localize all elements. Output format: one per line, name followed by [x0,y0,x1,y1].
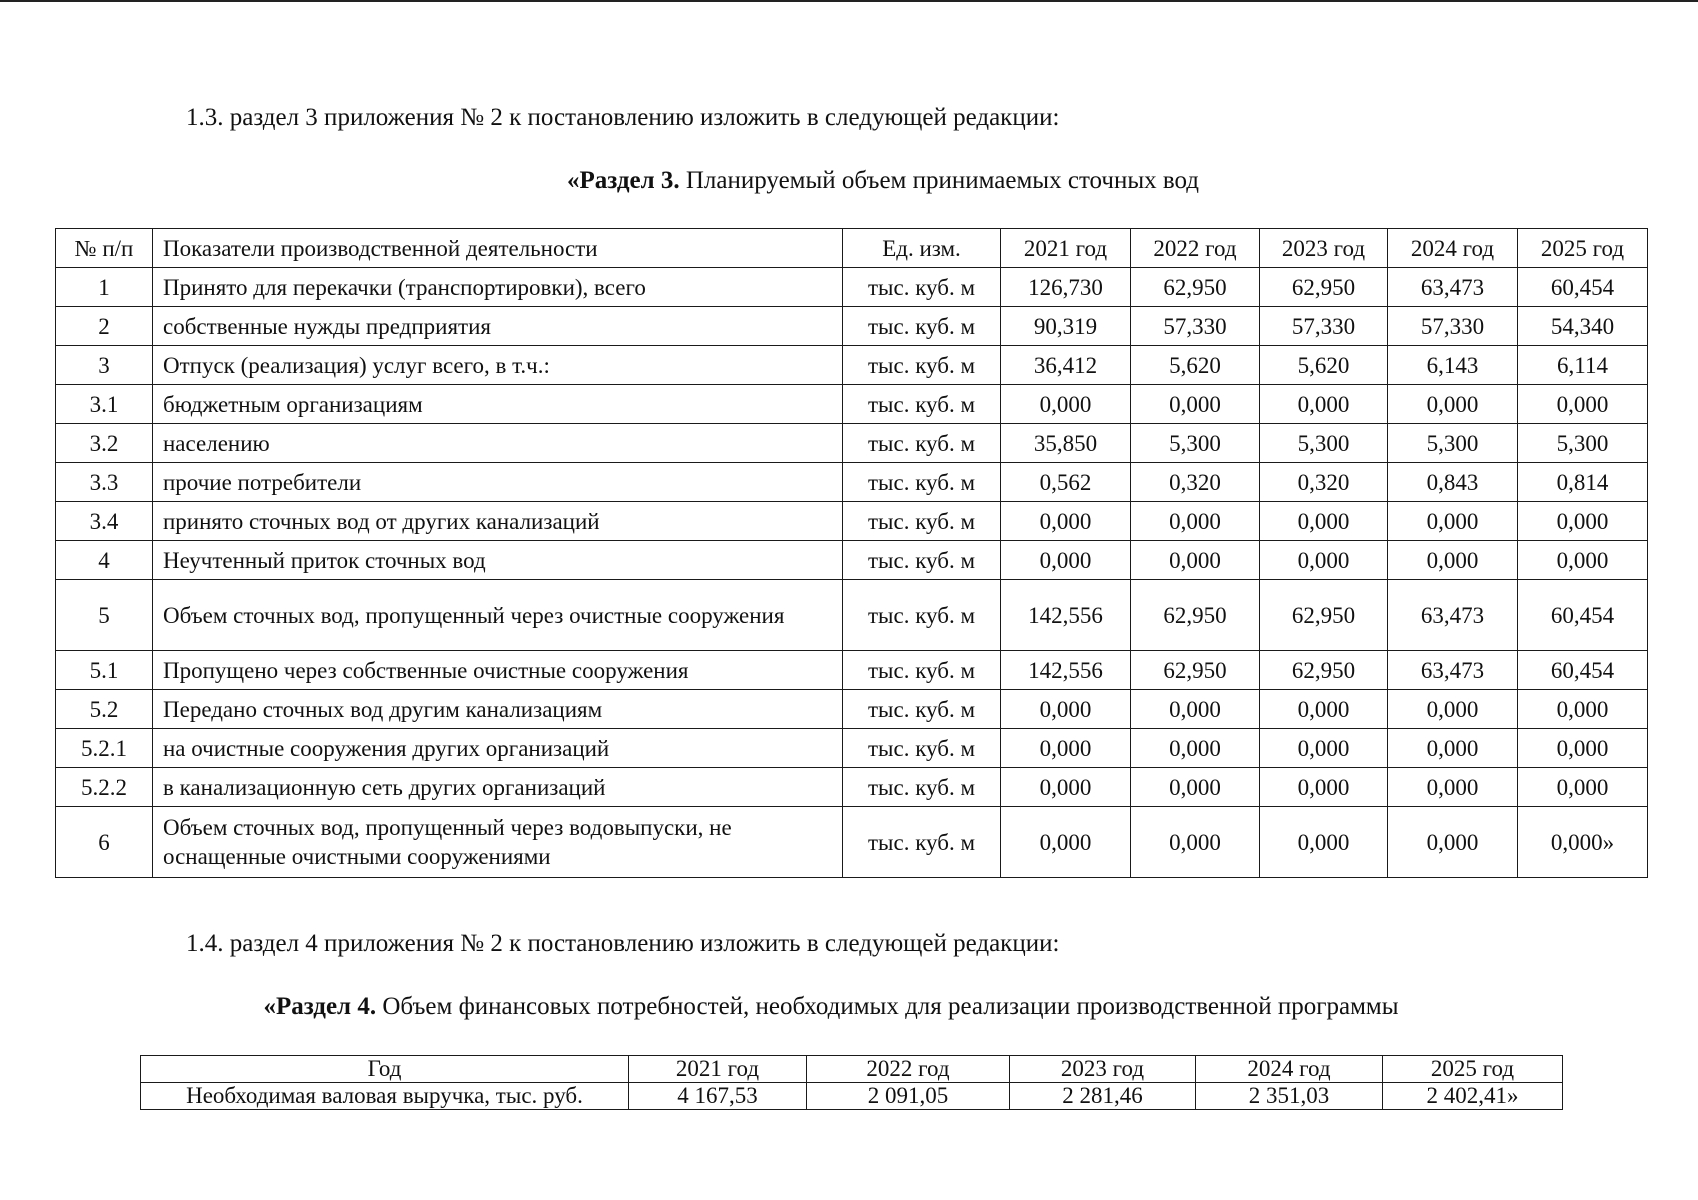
unit-cell: тыс. куб. м [843,541,1001,580]
row-number: 3.1 [56,385,153,424]
column-header: 2025 год [1383,1056,1563,1083]
row-number: 5.2 [56,690,153,729]
value-2021: 0,000 [1001,502,1131,541]
value-2023: 0,000 [1260,768,1388,807]
table-row [56,541,1648,580]
row-label: Необходимая валовая выручка, тыс. руб. [141,1083,629,1110]
value-2024: 0,000 [1388,729,1518,768]
column-header: 2021 год [629,1056,807,1083]
column-header: Ед. изм. [843,229,1001,268]
table-row [56,268,1648,307]
unit-cell: тыс. куб. м [843,463,1001,502]
value-2025: 0,000 [1518,768,1648,807]
value-2023: 0,000 [1260,541,1388,580]
indicator-name: принято сточных вод от других канализаций [153,502,843,541]
table-row [56,307,1648,346]
table-row [56,346,1648,385]
table-row [56,580,1648,651]
indicator-name: населению [153,424,843,463]
value-2025: 54,340 [1518,307,1648,346]
table-header-row [56,229,1648,268]
value-2022: 0,000 [1131,807,1260,878]
value-2025: 60,454 [1518,580,1648,651]
row-number: 5 [56,580,153,651]
revenue-value: 2 351,03 [1196,1083,1383,1110]
table-row [56,690,1648,729]
indicator-name: в канализационную сеть других организаций [153,768,843,807]
value-2021: 142,556 [1001,580,1131,651]
value-2023: 0,000 [1260,385,1388,424]
column-header: 2023 год [1260,229,1388,268]
column-header: 2021 год [1001,229,1131,268]
value-2022: 62,950 [1131,268,1260,307]
unit-cell: тыс. куб. м [843,580,1001,651]
value-2024: 63,473 [1388,580,1518,651]
value-2022: 62,950 [1131,580,1260,651]
value-2022: 0,000 [1131,690,1260,729]
indicator-name: Пропущено через собственные очистные сооружения [153,651,843,690]
unit-cell: тыс. куб. м [843,385,1001,424]
value-2024: 63,473 [1388,268,1518,307]
value-2021: 90,319 [1001,307,1131,346]
value-2021: 0,000 [1001,541,1131,580]
value-2024: 5,300 [1388,424,1518,463]
section3-title-rest: Планируемый объем принимаемых сточных вод [679,167,1200,194]
value-2022: 62,950 [1131,651,1260,690]
value-2022: 0,000 [1131,385,1260,424]
table-row [56,807,1648,878]
row-number: 4 [56,541,153,580]
unit-cell: тыс. куб. м [843,768,1001,807]
value-2024: 6,143 [1388,346,1518,385]
value-2022: 5,620 [1131,346,1260,385]
row-number: 5.1 [56,651,153,690]
value-2025: 0,000 [1518,729,1648,768]
value-2024: 0,000 [1388,385,1518,424]
section4-title-bold: «Раздел 4. [263,993,377,1020]
unit-cell: тыс. куб. м [843,690,1001,729]
column-header: 2025 год [1518,229,1648,268]
value-2023: 62,950 [1260,268,1388,307]
indicator-name: Неучтенный приток сточных вод [153,541,843,580]
table-row [141,1083,1563,1110]
value-2025: 0,000 [1518,541,1648,580]
value-2023: 5,620 [1260,346,1388,385]
value-2024: 0,000 [1388,690,1518,729]
value-2024: 0,000 [1388,768,1518,807]
unit-cell: тыс. куб. м [843,346,1001,385]
table-row [56,502,1648,541]
unit-cell: тыс. куб. м [843,729,1001,768]
table-header-row [141,1056,1563,1083]
value-2024: 63,473 [1388,651,1518,690]
column-header: Показатели производственной деятельности [153,229,843,268]
value-2023: 0,000 [1260,729,1388,768]
value-2023: 0,000 [1260,502,1388,541]
value-2022: 0,000 [1131,768,1260,807]
section3-title [0,166,1698,196]
value-2021: 0,000 [1001,807,1131,878]
column-header: Год [141,1056,629,1083]
value-2021: 126,730 [1001,268,1131,307]
top-rule [0,0,1698,2]
section4-title [0,992,1698,1022]
value-2022: 0,000 [1131,541,1260,580]
indicator-name: собственные нужды предприятия [153,307,843,346]
value-2023: 0,320 [1260,463,1388,502]
value-2025: 60,454 [1518,651,1648,690]
value-2023: 57,330 [1260,307,1388,346]
column-header: 2024 год [1196,1056,1383,1083]
financial-needs-table [140,1055,1563,1110]
value-2024: 57,330 [1388,307,1518,346]
value-2023: 5,300 [1260,424,1388,463]
column-header: 2023 год [1010,1056,1196,1083]
revenue-value: 2 281,46 [1010,1083,1196,1110]
indicator-name: Объем сточных вод, пропущенный через водовыпуски, не оснащенные очистными сооружениями [153,807,843,878]
value-2022: 57,330 [1131,307,1260,346]
value-2024: 0,000 [1388,807,1518,878]
revenue-value: 2 091,05 [807,1083,1010,1110]
value-2022: 0,000 [1131,729,1260,768]
indicator-name: прочие потребители [153,463,843,502]
unit-cell: тыс. куб. м [843,651,1001,690]
value-2025: 5,300 [1518,424,1648,463]
indicator-name: Объем сточных вод, пропущенный через очистные сооружения [153,580,843,651]
value-2025: 0,814 [1518,463,1648,502]
value-2023: 62,950 [1260,651,1388,690]
table-row [56,385,1648,424]
indicator-name: Передано сточных вод другим канализациям [153,690,843,729]
unit-cell: тыс. куб. м [843,807,1001,878]
value-2021: 0,562 [1001,463,1131,502]
row-number: 3.3 [56,463,153,502]
section4-title-rest: Объем финансовых потребностей, необходимых для реализации производственной программы [376,993,1399,1020]
value-2021: 0,000 [1001,690,1131,729]
indicator-name: Отпуск (реализация) услуг всего, в т.ч.: [153,346,843,385]
value-2023: 0,000 [1260,807,1388,878]
value-2021: 35,850 [1001,424,1131,463]
value-2021: 0,000 [1001,385,1131,424]
table-row [56,651,1648,690]
table-row [56,463,1648,502]
indicator-name: бюджетным организациям [153,385,843,424]
table-row [56,424,1648,463]
row-number: 3 [56,346,153,385]
value-2025: 0,000 [1518,690,1648,729]
unit-cell: тыс. куб. м [843,307,1001,346]
section-14-intro: 1.4. раздел 4 приложения № 2 к постановлению изложить в следующей редакции: [186,930,1060,957]
value-2024: 0,843 [1388,463,1518,502]
value-2025: 0,000 [1518,385,1648,424]
value-2024: 0,000 [1388,502,1518,541]
value-2021: 0,000 [1001,729,1131,768]
row-number: 5.2.2 [56,768,153,807]
section3-title-bold: «Раздел 3. [566,167,680,194]
value-2021: 0,000 [1001,768,1131,807]
unit-cell: тыс. куб. м [843,424,1001,463]
column-header: № п/п [56,229,153,268]
revenue-value: 2 402,41» [1383,1083,1563,1110]
production-indicators-table [55,228,1648,878]
value-2021: 142,556 [1001,651,1131,690]
value-2022: 0,320 [1131,463,1260,502]
value-2023: 0,000 [1260,690,1388,729]
indicator-name: Принято для перекачки (транспортировки), всего [153,268,843,307]
section-13-intro: 1.3. раздел 3 приложения № 2 к постановлению изложить в следующей редакции: [186,104,1060,131]
row-number: 2 [56,307,153,346]
row-number: 1 [56,268,153,307]
value-2025: 0,000 [1518,502,1648,541]
table-row [56,768,1648,807]
value-2022: 0,000 [1131,502,1260,541]
value-2021: 36,412 [1001,346,1131,385]
value-2025: 6,114 [1518,346,1648,385]
column-header: 2024 год [1388,229,1518,268]
unit-cell: тыс. куб. м [843,268,1001,307]
row-number: 6 [56,807,153,878]
column-header: 2022 год [807,1056,1010,1083]
value-2025: 0,000» [1518,807,1648,878]
value-2025: 60,454 [1518,268,1648,307]
column-header: 2022 год [1131,229,1260,268]
row-number: 3.2 [56,424,153,463]
row-number: 5.2.1 [56,729,153,768]
revenue-value: 4 167,53 [629,1083,807,1110]
unit-cell: тыс. куб. м [843,502,1001,541]
value-2024: 0,000 [1388,541,1518,580]
indicator-name: на очистные сооружения других организаций [153,729,843,768]
value-2022: 5,300 [1131,424,1260,463]
value-2023: 62,950 [1260,580,1388,651]
table-row [56,729,1648,768]
row-number: 3.4 [56,502,153,541]
